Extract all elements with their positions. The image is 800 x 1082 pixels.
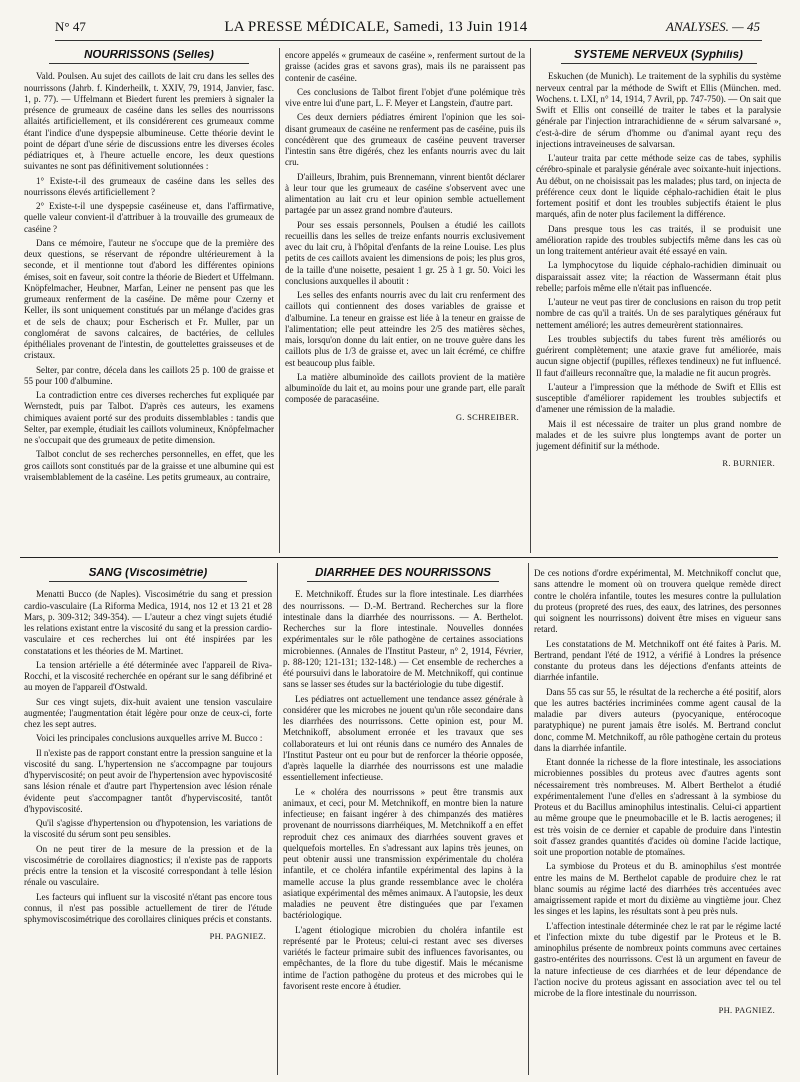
- paragraph: La contradiction entre ces diverses recherches fut expliquée par Wernstedt, puis par Talbot. D'après ces auteurs, les examens chimiques avaient porté sur des produits dissemblables : tandis que Selter, par exemple, étudiait les caillots volumineux, Knöpfelmacher ne s'occupait que des grumeaux de petite dimension.: [24, 390, 274, 445]
- paragraph: Pour ses essais personnels, Poulsen a étudié les caillots recueillis dans les selles de treize enfants nourris exclusivement avec du lait cru, à l'hôpital d'enfants de la reine Louise. Les plus petits de ces caillots avaient les dimensions de pois; les plus gros, de la taille d'une noisette, pesaient 1 gr. 25 à 1 gr. 50. Voici les conclusions auxquelles il aboutit :: [285, 219, 525, 286]
- paragraph: Les troubles subjectifs du tabes furent très améliorés ou guérirent complètement; une ataxie grave fut améliorée, mais aucun signe objectif (pupilles, réflexes tendineux) ne fut influencé. Il faut d'ailleurs reconnaître que, la maladie ne fit aucun progrès.: [536, 333, 781, 378]
- author-signature: G. SCHREIBER.: [455, 411, 519, 422]
- article-nourrissons-selles: [24, 50, 274, 550]
- column-rule: [279, 48, 280, 553]
- paragraph: Etant donnée la richesse de la flore intestinale, les associations microbiennes possibles du proteus avec d'autres agents sont nécessairement très nombreuses. M. Albert Berthelot a étudié expérimentalement l'une d'elles en s'adressant à la symbiose du Proteus et du Bacillus aminophilus intestinalis. Celui-ci appartient au même groupe que le pneumobacille et le B. lactis aerogenes; il est très voisin de ce dernier et capable de produire dans l'intestin soit d'assez grandes quantités d'acides où domine l'acide lactique, soit une proportion notable de ptomaïnes.: [534, 757, 781, 857]
- title-rule: [561, 63, 757, 64]
- paragraph: E. Metchnikoff. Études sur la flore intestinale. Les diarrhées des nourrissons. — D.-M. Bertrand. Recherches sur la flore intestinale dans la diarrhée des nourrissons. — A. Berthelot. Recherches sur la flore intestinale. Nouvelles données expérimentales sur le rôle pathogène de certaines associations microbiennes. (Annales de l'Institut Pasteur, n° 2, 1914, Février, p. 88-120; 121-131; 132-148.) — Cet ensemble de recherches a été poursuivi dans le laboratoire de M. Metchnikoff, qui continue sans se lasser ses études sur la bactériologie du tube digestif.: [283, 589, 523, 690]
- section-title: SANG (Viscosimétrie): [88, 568, 208, 579]
- paragraph: On ne peut tirer de la mesure de la pression et de la viscosimétrie de corollaires diagnostics; il n'existe pas de rapports précis entre la tension et la viscosité correspondant à telle lésion rénale ou vasculaire.: [24, 843, 272, 888]
- title-rule: [49, 581, 247, 582]
- paragraph: L'auteur ne veut pas tirer de conclusions en raison du trop petit nombre de cas qu'il a traités. Un de ses paralytiques généraux fut nettement amélioré; les autres demeurèrent stationnaires.: [536, 297, 781, 330]
- paragraph: Dans 55 cas sur 55, le résultat de la recherche a été positif, alors que les autres bactéries incriminées comme agent causal de la maladie par divers auteurs (pyocyanique, entérocoque paratyphique) ne purent jamais être isolés. M. Bertrand conclut donc, comme M. Metchnikoff, au rôle pathogène certain du proteus dans la diarrhée infantile.: [534, 686, 781, 753]
- paragraph: Menatti Bucco (de Naples). Viscosimétrie du sang et pression cardio-vasculaire (La Riforma Medica, 1914, nos 12 et 13 21 et 28 Mars, p. 309-312; 349-354). — L'auteur a chez vingt sujets étudié les relations existant entre la viscosité du sang et la pression cardio-vasculaire et ces recherches lui ont été inspirées par les constatations et les théories de M. Martinet.: [24, 589, 272, 656]
- section-divider: [20, 557, 778, 558]
- paragraph: Les constatations de M. Metchnikoff ont été faites à Paris. M. Bertrand, pendant l'été de 1912, a vérifié à Londres la présence constante du proteus dans les déjections d'enfants atteints de diarrhée infantile.: [534, 638, 781, 683]
- paragraph: Sur ces vingt sujets, dix-huit avaient une tension vasculaire augmentée; l'augmentation était légère pour onze de ceux-ci, forte chez les sept autres.: [24, 696, 272, 729]
- section-title: NOURRISSONS (Selles): [84, 50, 214, 61]
- author-signature: R. BURNIER.: [722, 458, 775, 469]
- paragraph: Il n'existe pas de rapport constant entre la pression sanguine et la viscosité du sang. L'hypertension ne s'accompagne par toujours d'hyperviscosité; on peut avoir de l'hypertension avec hypoviscosité sans lésion rénale et d'autre part l'hypertension avec lésion rénale évidente peut s'accompagner tantôt d'hyperviscosité, tantôt d'hypoviscosité.: [24, 747, 272, 814]
- author-signature: PH. PAGNIEZ.: [718, 1005, 775, 1016]
- article-diarrhee: [283, 568, 523, 1073]
- paragraph: Selter, par contre, décela dans les caillots 25 p. 100 de graisse et 55 pour 100 d'albumine.: [24, 364, 274, 386]
- article-sang: [24, 568, 272, 1073]
- paragraph: L'auteur a l'impression que la méthode de Swift et Ellis est susceptible d'améliorer rapidement les troubles subjectifs et d'amener une rémission de la maladie.: [536, 381, 781, 415]
- paragraph: Ces conclusions de Talbot firent l'objet d'une polémique très vive entre lui d'une part, L. F. Meyer et Langstein, d'autre part.: [285, 86, 525, 108]
- article-diarrhee-cont: [534, 568, 781, 1073]
- paragraph: L'auteur traita par cette méthode seize cas de tabes, syphilis cérébro-spinale et paralysie générale avec soixante-huit injections. Au début, on ne choisissait pas les malades; plus tard, on injecta de préférence ceux dont le liquide céphalo-rachidien était le plus fortement positif et dont les troubles subjectifs étaient le plus marqués, afin de noter plus facilement la différence.: [536, 153, 781, 220]
- section-title: SYSTÈME NERVEUX (Syphilis): [574, 50, 743, 61]
- paragraph: Qu'il s'agisse d'hypertension ou d'hypotension, les variations de la viscosité du sérum sont peu sensibles.: [24, 818, 272, 840]
- column-rule: [277, 563, 278, 1075]
- paragraph: La matière albuminoïde des caillots provient de la matière albuminoïde du lait et, au moins pour une grande part, elle paraît composée de paracaséine.: [285, 371, 525, 405]
- paragraph: La tension artérielle a été déterminée avec l'appareil de Riva-Rocchi, et la viscosité recherchée en opérant sur le sang défibriné et au moyen de l'appareil d'Ostwald.: [24, 659, 272, 693]
- paragraph: Les facteurs qui influent sur la viscosité n'étant pas encore tous connus, il n'est pas possible actuellement de tirer de l'étude sphymoviscosimétrique des corollaires cliniques précis et constants.: [24, 891, 272, 924]
- paragraph: Mais il est nécessaire de traiter un plus grand nombre de malades et de les suivre plus longtemps avant de porter un jugement définitif sur la méthode.: [536, 418, 781, 451]
- issue-number: N° 47: [55, 19, 86, 34]
- author-signature: PH. PAGNIEZ.: [209, 931, 266, 942]
- paragraph: Eskuchen (de Munich). Le traitement de la syphilis du système nerveux central par la méthode de Swift et Ellis (München. med. Wochens. t. LXI, n° 14, 1914, 7 Avril, pp. 747-750). — On sait que Swift et Ellis ont conseillé de traiter le tabes et la paralysie générale par l'injection intrarachidienne de « sérum salvarsané », c'est-à-dire de sérum d'homme ou d'animal ayant reçu des injections intraveineuses de salvarsan.: [536, 71, 781, 149]
- article-systeme-nerveux: [536, 50, 781, 550]
- page-header: [55, 18, 760, 36]
- paragraph: D'ailleurs, Ibrahim, puis Brennemann, vinrent bientôt déclarer à leur tour que les grumeaux de caséine s'observent avec une alimentation au lait cru et leur opinion semble actuellement partagée par un assez grand nombre d'auteurs.: [285, 171, 525, 216]
- paragraph: Dans ce mémoire, l'auteur ne s'occupe que de la première des deux questions, se réservant de répondre ultérieurement à la seconde, et il mentionne tout d'abord les différentes opinions émises, soit en faveur, soit contre la théorie de Biedert et Uffelmann. Knöpfelmacher, Heubner, Marfan, Leiner ne pensent pas que les grumeaux renferment de la caséine. De même pour Czerny et Keller, ils sont uniquement constitués par un mélange d'acides gras et de sels de chaux; pour Escherisch et Fr. Muller, par un conglomérat de savons calcaires, de bactéries, de cellules épithéliales provenant de l'intestin, de gouttelettes graisseuses et de cristaux.: [24, 237, 274, 361]
- paragraph: De ces notions d'ordre expérimental, M. Metchnikoff conclut que, sans attendre le moment où on trouvera quelque remède direct contre le choléra infantile, toutes les mesures contre la pullulation du proteus (propreté des rues, des eaux, des latrines, des personnes qui soignent les nourrissons) doivent être mises en vigueur sans retard.: [534, 568, 781, 635]
- paragraph: encore appelés « grumeaux de caséine », renferment surtout de la graisse (acides gras et savons gras), mais ils ne paraissent pas contenir de caséine.: [285, 50, 525, 83]
- paragraph: L'affection intestinale déterminée chez le rat par le régime lacté et l'infection mixte du tube digestif par le Proteus et le B. aminophilus présente de nombreux points communs avec certaines gastro-entérites des nourrissons. C'est là un argument en faveur de la nature infectieuse de ces diarrhées et de leur dépendance de l'action nocive du proteus agissant en association avec tel ou tel microbe de la flore intestinale du nourrisson.: [534, 920, 781, 998]
- paragraph: L'agent étiologique microbien du choléra infantile est représenté par le Proteus; celui-ci restant avec ses diverses variétés le facteur primaire subit des influences favorisantes, ou empêchantes, de la flore du tube digestif. Mais le mécanisme intime de l'action pathogène du proteus et des microbes qui le favorisent reste encore à étudier.: [283, 924, 523, 991]
- header-rule: [55, 40, 762, 41]
- publication-title: LA PRESSE MÉDICALE, Samedi, 13 Juin 1914: [224, 18, 528, 35]
- paragraph: Talbot conclut de ses recherches personnelles, en effet, que les gros caillots sont constitués par de la graisse et une albumine qui est vraisemblablement de la caséine. Les petits grumeaux, au contraire,: [24, 449, 274, 482]
- paragraph: Voici les principales conclusions auxquelles arrive M. Bucco :: [36, 733, 263, 744]
- paragraph: Les selles des enfants nourris avec du lait cru renferment des caillots qui contiennent des doses variables de graisse et d'albumine. La teneur en graisse est liée à la teneur en graisse de l'alimentation; elle peut atteindre les 2/5 des matières sèches, mais, lorsqu'on donne du lait entier, on ne trouve guère dans les caillots plus de 1/3 de graisse et, avec un lait écrémé, ce chiffre est beaucoup plus faible.: [285, 290, 525, 368]
- paragraph: Ces deux derniers pédiatres émirent l'opinion que les soi-disant grumeaux de caséine ne renferment pas de caséine, puis ils concédèrent que des grumeaux de caséine peuvent traverser l'intestin sans être digérés, chez les enfants nourris avec du lait cru.: [285, 112, 525, 168]
- paragraph: La lymphocytose du liquide céphalo-rachidien diminuait ou disparaissait assez vite; la réaction de Wassermann était plus rebelle; parfois même elle n'était pas influencée.: [536, 260, 781, 293]
- column-rule: [530, 48, 531, 553]
- paragraph: 2° Existe-t-il une dyspepsie caséineuse et, dans l'affirmative, quelle valeur convient-il d'attribuer à la trouvaille des grumeaux de caséine ?: [24, 201, 274, 234]
- title-rule: [49, 63, 249, 64]
- paragraph: Le « choléra des nourrissons » peut être transmis aux animaux, et ceci, pour M. Metchnikoff, en montre bien la nature infectieuse; en faisant ingérer à des chimpanzés des matières provenant de nourrissons diarrhéiques, M. Metchnikoff a en effet reproduit chez ces animaux des diarrhées souvent graves et quelquefois mortelles. En s'adressant aux lapins très jeunes, on peut obtenir aussi une transmission expérimentale du choléra infantile, et ce choléra infantile expérimental des lapins à la mamelle accuse la plus grande ressemblance avec le choléra asiatique expérimental des mêmes animaux. A l'autopsie, les deux maladies ne peuvent être distinguées que par l'examen bactériologique.: [283, 786, 523, 921]
- paragraph: Dans presque tous les cas traités, il se produisit une amélioration rapide des troubles subjectifs même dans les cas où un long traitement antérieur avait été essayé en vain.: [536, 223, 781, 256]
- title-rule: [307, 581, 499, 582]
- section-title: DIARRHÉE DES NOURRISSONS: [315, 568, 491, 579]
- column-rule: [528, 563, 529, 1075]
- section-label: ANALYSES. — 45: [665, 19, 760, 34]
- article-nourrissons-selles-cont: [285, 50, 525, 550]
- paragraph: Vald. Poulsen. Au sujet des caillots de lait cru dans les selles des nourrissons (Jahrb. f. Kinderheilk, t. XXIV, 79, 1914, Janvier, fasc. 1, p. 77). — Uffelmann et Biedert furent les premiers à signaler la présence de grumeaux de caséine dans les selles des nourrissons allaités artificiellement, et ils considérerent ces grumeaux comme étant l'indice d'une dyspepsie albumineuse. Cette théorie devint le point de départ d'une série de discussions entre les diverses écoles pédiatriques et, à l'heure actuelle encore, les deux questions suivantes ne sont pas définitivement solutionnées :: [24, 71, 274, 172]
- paragraph: 1° Existe-t-il des grumeaux de caséine dans les selles des nourrissons élevés artificiellement ?: [24, 175, 274, 197]
- paragraph: La symbiose du Proteus et du B. aminophilus s'est montrée entre les mains de M. Berthelot capable de produire chez le rat blanc soumis au régime lacté des diarrhées très accentuées avec amaigrissement rapide et mort du dixième au vingtième jour. Chez les singes et les lapins, les résultats sont à peu près nuls.: [534, 861, 781, 917]
- paragraph: Les pédiatres ont actuellement une tendance assez générale à considérer que les microbes ne jouent qu'un rôle secondaire dans les diarrhées des nourrissons. Cette opinion est, pour M. Metchnikoff, absolument erronée et les travaux que ses collaborateurs et lui ont réunis dans ce numéro des Annales de l'Institut Pasteur ont eu pour but de renforcer la théorie opposée, d'après laquelle la diarrhée des nourrissons est une maladie essentiellement infectieuse.: [283, 693, 523, 783]
